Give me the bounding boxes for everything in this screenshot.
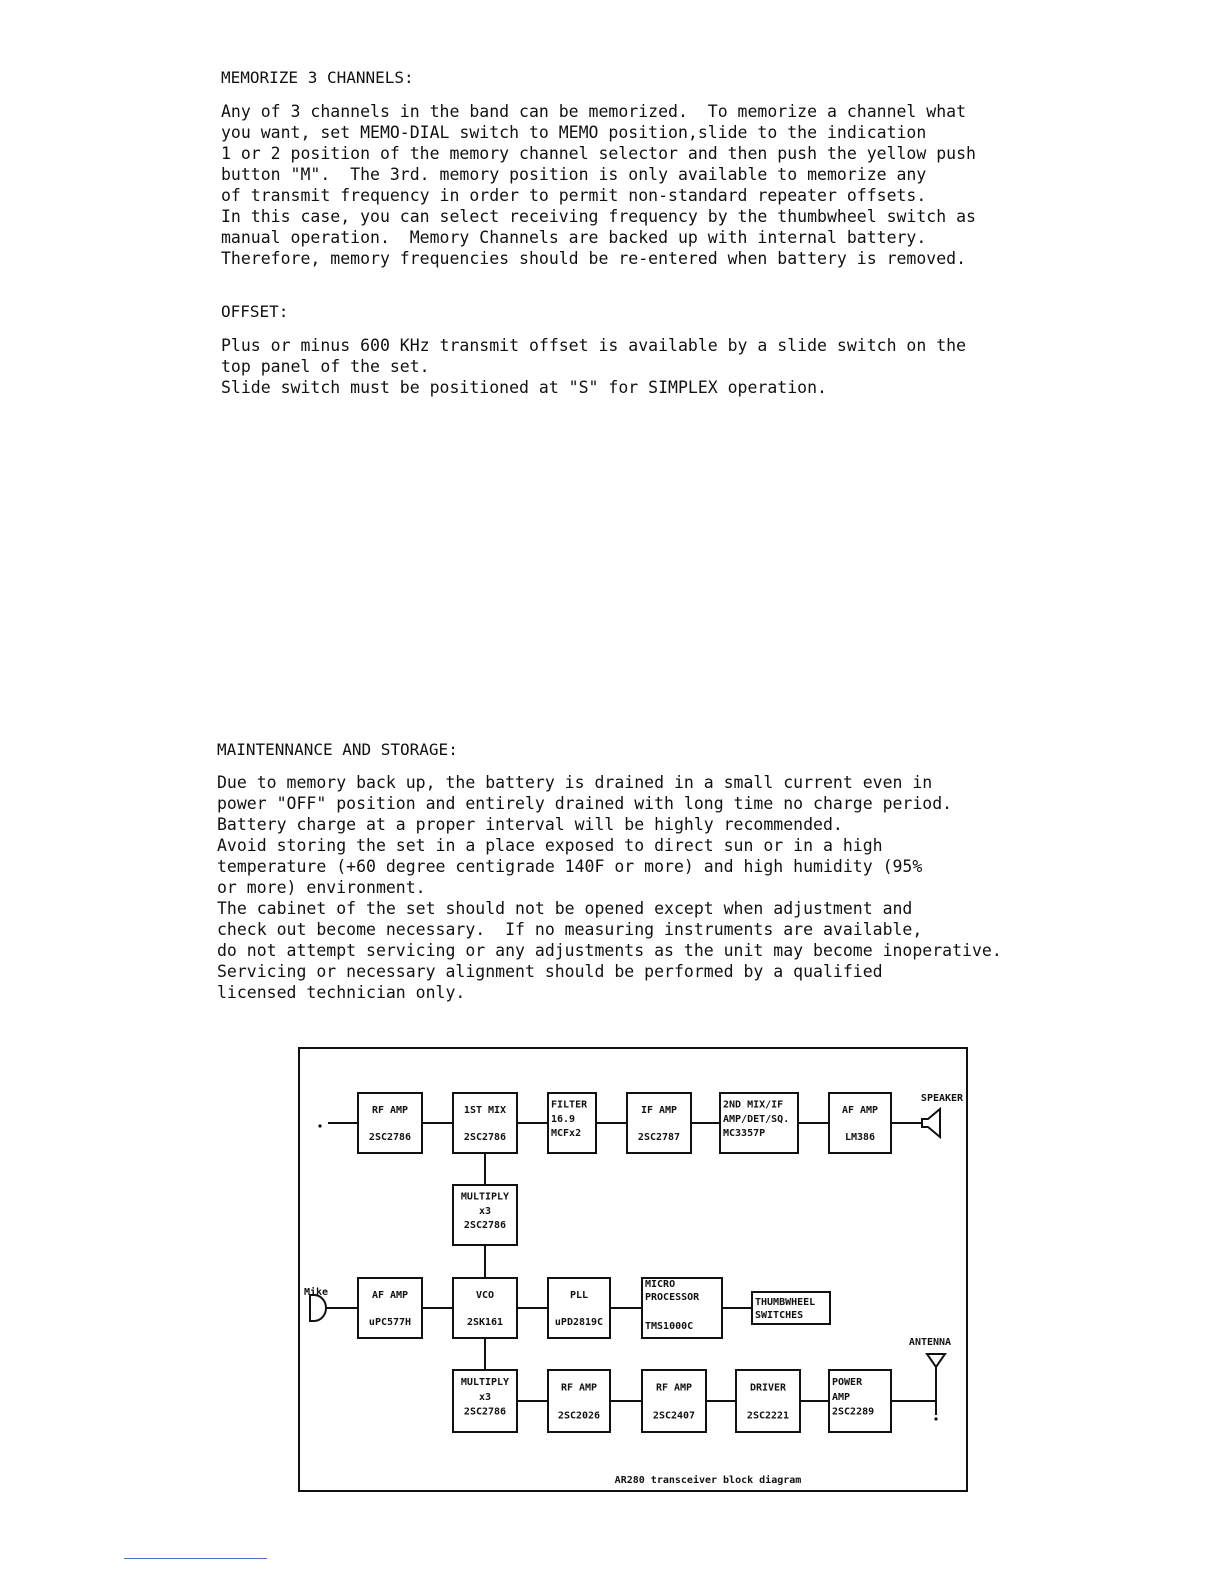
block-multiply-rx-label: x3 <box>478 1205 492 1217</box>
block-af-amp-rx-label: LM386 <box>844 1131 876 1143</box>
input-dot <box>318 1124 321 1127</box>
offset-body: Plus or minus 600 KHz transmit offset is available by a slide switch on the top panel of the set. Slide switch must be positioned at "S" for SIMPLEX operation. <box>221 336 967 397</box>
block-pll-label: uPD2819C <box>554 1316 604 1328</box>
block-af-amp-rx-label: AF AMP <box>841 1104 879 1116</box>
block-multiply-rx-label: 2SC2786 <box>463 1220 507 1232</box>
block-second-mix-label: 2ND MIX/IF <box>723 1099 784 1111</box>
memorize-body: Any of 3 channels in the band can be memorized. To memorize a channel what you want, set MEMO-DIAL switch to MEMO position,slide to the indication 1 or 2 position of the memory channel selector and then push the yellow push button "M". The 3rd. memory position is only available to memorize any of transmit frequency in order to permit non-standard repeater offsets. In this case, you can select receiving frequency by the thumbwheel switch as manual operation. Memory Channels are backed up with internal battery. Therefore, memory frequencies should be re-entered when battery is removed. <box>221 102 976 268</box>
block-driver-label: 2SC2221 <box>746 1410 790 1422</box>
block-rf-amp-2-label: 2SC2026 <box>557 1410 601 1422</box>
block-first-mix-label: 2SC2786 <box>463 1131 507 1143</box>
block-diagram-canvas <box>300 1049 966 1490</box>
block-af-amp-tx-label: uPC577H <box>368 1316 412 1328</box>
block-micro-label: TMS1000C <box>645 1321 694 1332</box>
maintenance-heading: MAINTENNANCE AND STORAGE: <box>217 740 458 759</box>
block-diagram <box>298 1047 968 1492</box>
block-first-mix <box>453 1093 517 1153</box>
block-second-mix-label: MC3357P <box>723 1128 766 1140</box>
diagram-caption: AR280 transceiver block diagram <box>614 1475 802 1486</box>
block-pll-label: PLL <box>569 1289 589 1301</box>
speaker-icon <box>922 1109 940 1137</box>
block-multiply-rx-label: MULTIPLY <box>460 1191 510 1203</box>
block-af-amp-rx <box>829 1093 891 1153</box>
block-second-mix-label: AMP/DET/SQ. <box>723 1113 790 1125</box>
offset-section <box>221 302 966 398</box>
block-if-amp-label: IF AMP <box>640 1104 678 1116</box>
block-power-amp-label: 2SC2289 <box>832 1406 875 1418</box>
footnote-rule <box>124 1558 267 1559</box>
block-filter-label: MCFx2 <box>551 1128 582 1140</box>
block-power-amp-label: POWER <box>832 1376 863 1388</box>
block-af-amp-tx-label: AF AMP <box>371 1289 409 1301</box>
antenna-dot <box>934 1417 937 1420</box>
block-driver <box>736 1370 800 1432</box>
block-micro-label: MICRO <box>645 1279 676 1290</box>
antenna-label: ANTENNA <box>908 1337 952 1348</box>
block-af-amp-tx <box>358 1278 422 1338</box>
block-driver-label: DRIVER <box>749 1382 787 1394</box>
maintenance-section <box>217 740 1002 1003</box>
memorize-section <box>221 68 976 269</box>
mike-label: Mike <box>304 1287 329 1298</box>
block-if-amp <box>627 1093 691 1153</box>
memorize-heading: MEMORIZE 3 CHANNELS: <box>221 68 414 87</box>
block-rf-amp-1 <box>358 1093 422 1153</box>
block-rf-amp-1-label: RF AMP <box>371 1104 409 1116</box>
block-thumbwheel-label: SWITCHES <box>755 1310 804 1321</box>
block-filter-label: 16.9 <box>551 1113 576 1125</box>
maintenance-body: Due to memory back up, the battery is drained in a small current even in power "OFF" position and entirely drained with long time no charge period. Battery charge at a proper interval will be highly recommended. Avoid storing the set in a place exposed to direct sun or in a high temperature (+60 degree centigrade 140F or more) and high humidity (95% or more) environment. The cabinet of the set should not be opened except when adjustment and check out become necessary. If no measuring instruments are available, do not attempt servicing or any adjustments as the unit may become inoperative. Servicing or necessary alignment should be performed by a qualified licensed technician only. <box>217 773 1002 1002</box>
block-vco <box>453 1278 517 1338</box>
block-multiply-tx-label: MULTIPLY <box>460 1376 510 1388</box>
block-micro-label: PROCESSOR <box>645 1292 700 1303</box>
block-multiply-tx-label: x3 <box>478 1391 492 1403</box>
block-pll <box>548 1278 610 1338</box>
block-power-amp-label: AMP <box>832 1391 851 1403</box>
block-vco-label: 2SK161 <box>466 1316 504 1328</box>
offset-heading: OFFSET: <box>221 302 289 321</box>
speaker-label: SPEAKER <box>920 1093 964 1104</box>
block-thumbwheel-label: THUMBWHEEL <box>755 1297 816 1308</box>
block-rf-amp-2-label: RF AMP <box>560 1382 598 1394</box>
block-rf-amp-1-label: 2SC2786 <box>368 1131 412 1143</box>
block-filter-label: FILTER <box>551 1099 588 1111</box>
block-rf-amp-2 <box>548 1370 610 1432</box>
block-rf-amp-3-label: 2SC2407 <box>652 1410 696 1422</box>
block-multiply-tx-label: 2SC2786 <box>463 1406 507 1418</box>
block-first-mix-label: 1ST MIX <box>463 1104 507 1116</box>
block-if-amp-label: 2SC2787 <box>637 1131 681 1143</box>
block-vco-label: VCO <box>475 1289 495 1301</box>
microphone-icon <box>310 1295 326 1321</box>
block-rf-amp-3 <box>642 1370 706 1432</box>
block-rf-amp-3-label: RF AMP <box>655 1382 693 1394</box>
